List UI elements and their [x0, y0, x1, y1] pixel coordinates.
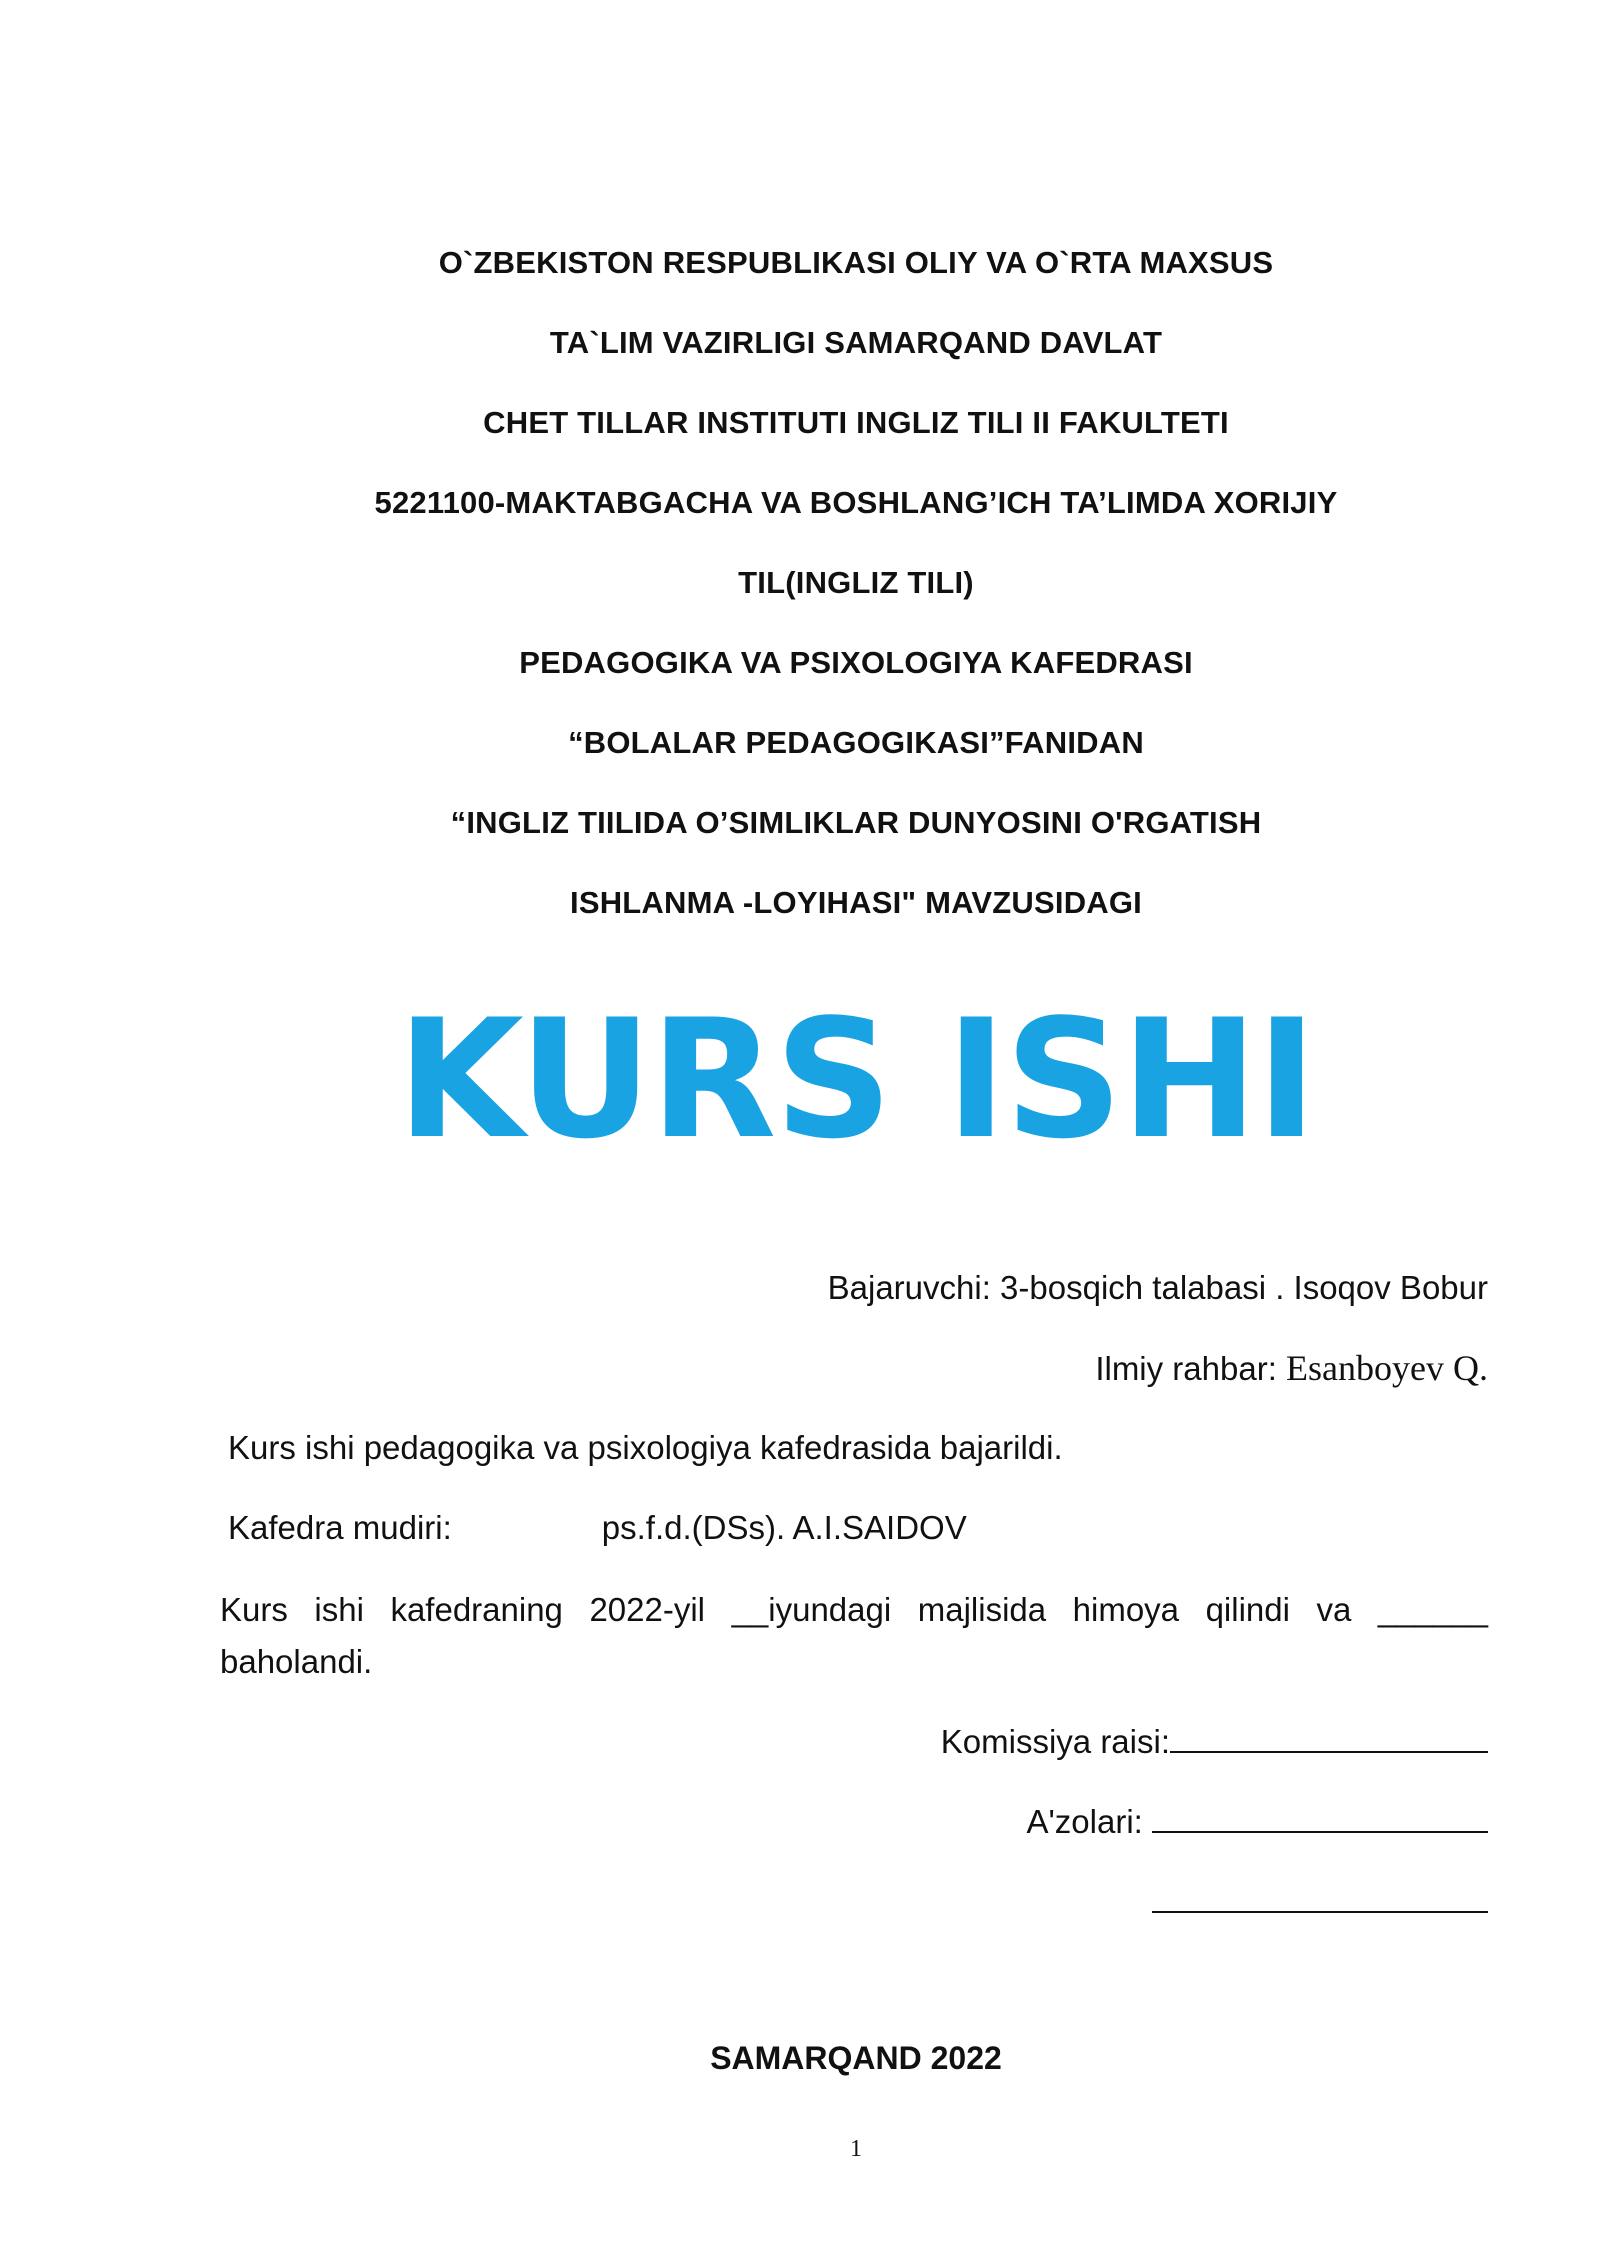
header-line: 5221100-MAKTABGACHA VA BOSHLANG’ICH TA’LIMDA XORIJIY: [374, 485, 1338, 520]
header-line: CHET TILLAR INSTITUTI INGLIZ TILI II FAKULTETI: [483, 405, 1229, 440]
defense-note: [220, 1584, 1488, 1688]
city-year: SAMARQAND 2022: [710, 2040, 1002, 2076]
completed-note: Kurs ishi pedagogika va psixologiya kafedrasida bajarildi.: [228, 1429, 1063, 1466]
defense-note-line-1: Kurs ishi kafedraning 2022-yil __iyundagi majlisida himoya qilindi va ______: [220, 1591, 1488, 1628]
head-of-department-name: ps.f.d.(DSs). A.I.SAIDOV: [601, 1509, 967, 1546]
signature-line: [1152, 1801, 1488, 1833]
commission-chair-line: [941, 1720, 1488, 1764]
commission-members-line: [1026, 1800, 1488, 1844]
signature-line: [1170, 1721, 1488, 1753]
commission-chair-label: Komissiya raisi:: [940, 1723, 1170, 1760]
header-line: “INGLIZ TIILIDA O’SIMLIKLAR DUNYOSINI O'RGATISH: [450, 805, 1262, 840]
header-line: TIL(INGLIZ TILI): [738, 565, 974, 600]
header-line: O`ZBEKISTON RESPUBLIKASI OLIY VA O`RTA MAXSUS: [438, 245, 1274, 280]
header-line: PEDAGOGIKA VA PSIXOLOGIYA KAFEDRASI: [519, 645, 1193, 680]
commission-members-label: A'zolari:: [1026, 1803, 1152, 1840]
page-number: 1: [850, 2136, 862, 2162]
header-line: ISHLANMA -LOYIHASI" MAVZUSIDAGI: [570, 885, 1142, 920]
commission-extra-line: [1152, 1880, 1488, 1924]
supervisor-name: Esanboyev Q.: [1286, 1348, 1488, 1388]
header-line: TA`LIM VAZIRLIGI SAMARQAND DAVLAT: [549, 325, 1163, 360]
supervisor-label: Ilmiy rahbar:: [1095, 1350, 1287, 1387]
defense-note-line-2: baholandi.: [220, 1643, 373, 1680]
head-of-department-line: [228, 1506, 967, 1550]
header-line: “BOLALAR PEDAGOGIKASI”FANIDAN: [568, 725, 1144, 760]
executor-line: Bajaruvchi: 3-bosqich talabasi . Isoqov Bobur: [827, 1269, 1488, 1306]
supervisor-line: [1095, 1346, 1488, 1391]
head-of-department-label: Kafedra mudiri:: [228, 1509, 452, 1546]
signature-line: [1152, 1881, 1488, 1913]
document-title: KURS ISHI: [396, 984, 1316, 1175]
